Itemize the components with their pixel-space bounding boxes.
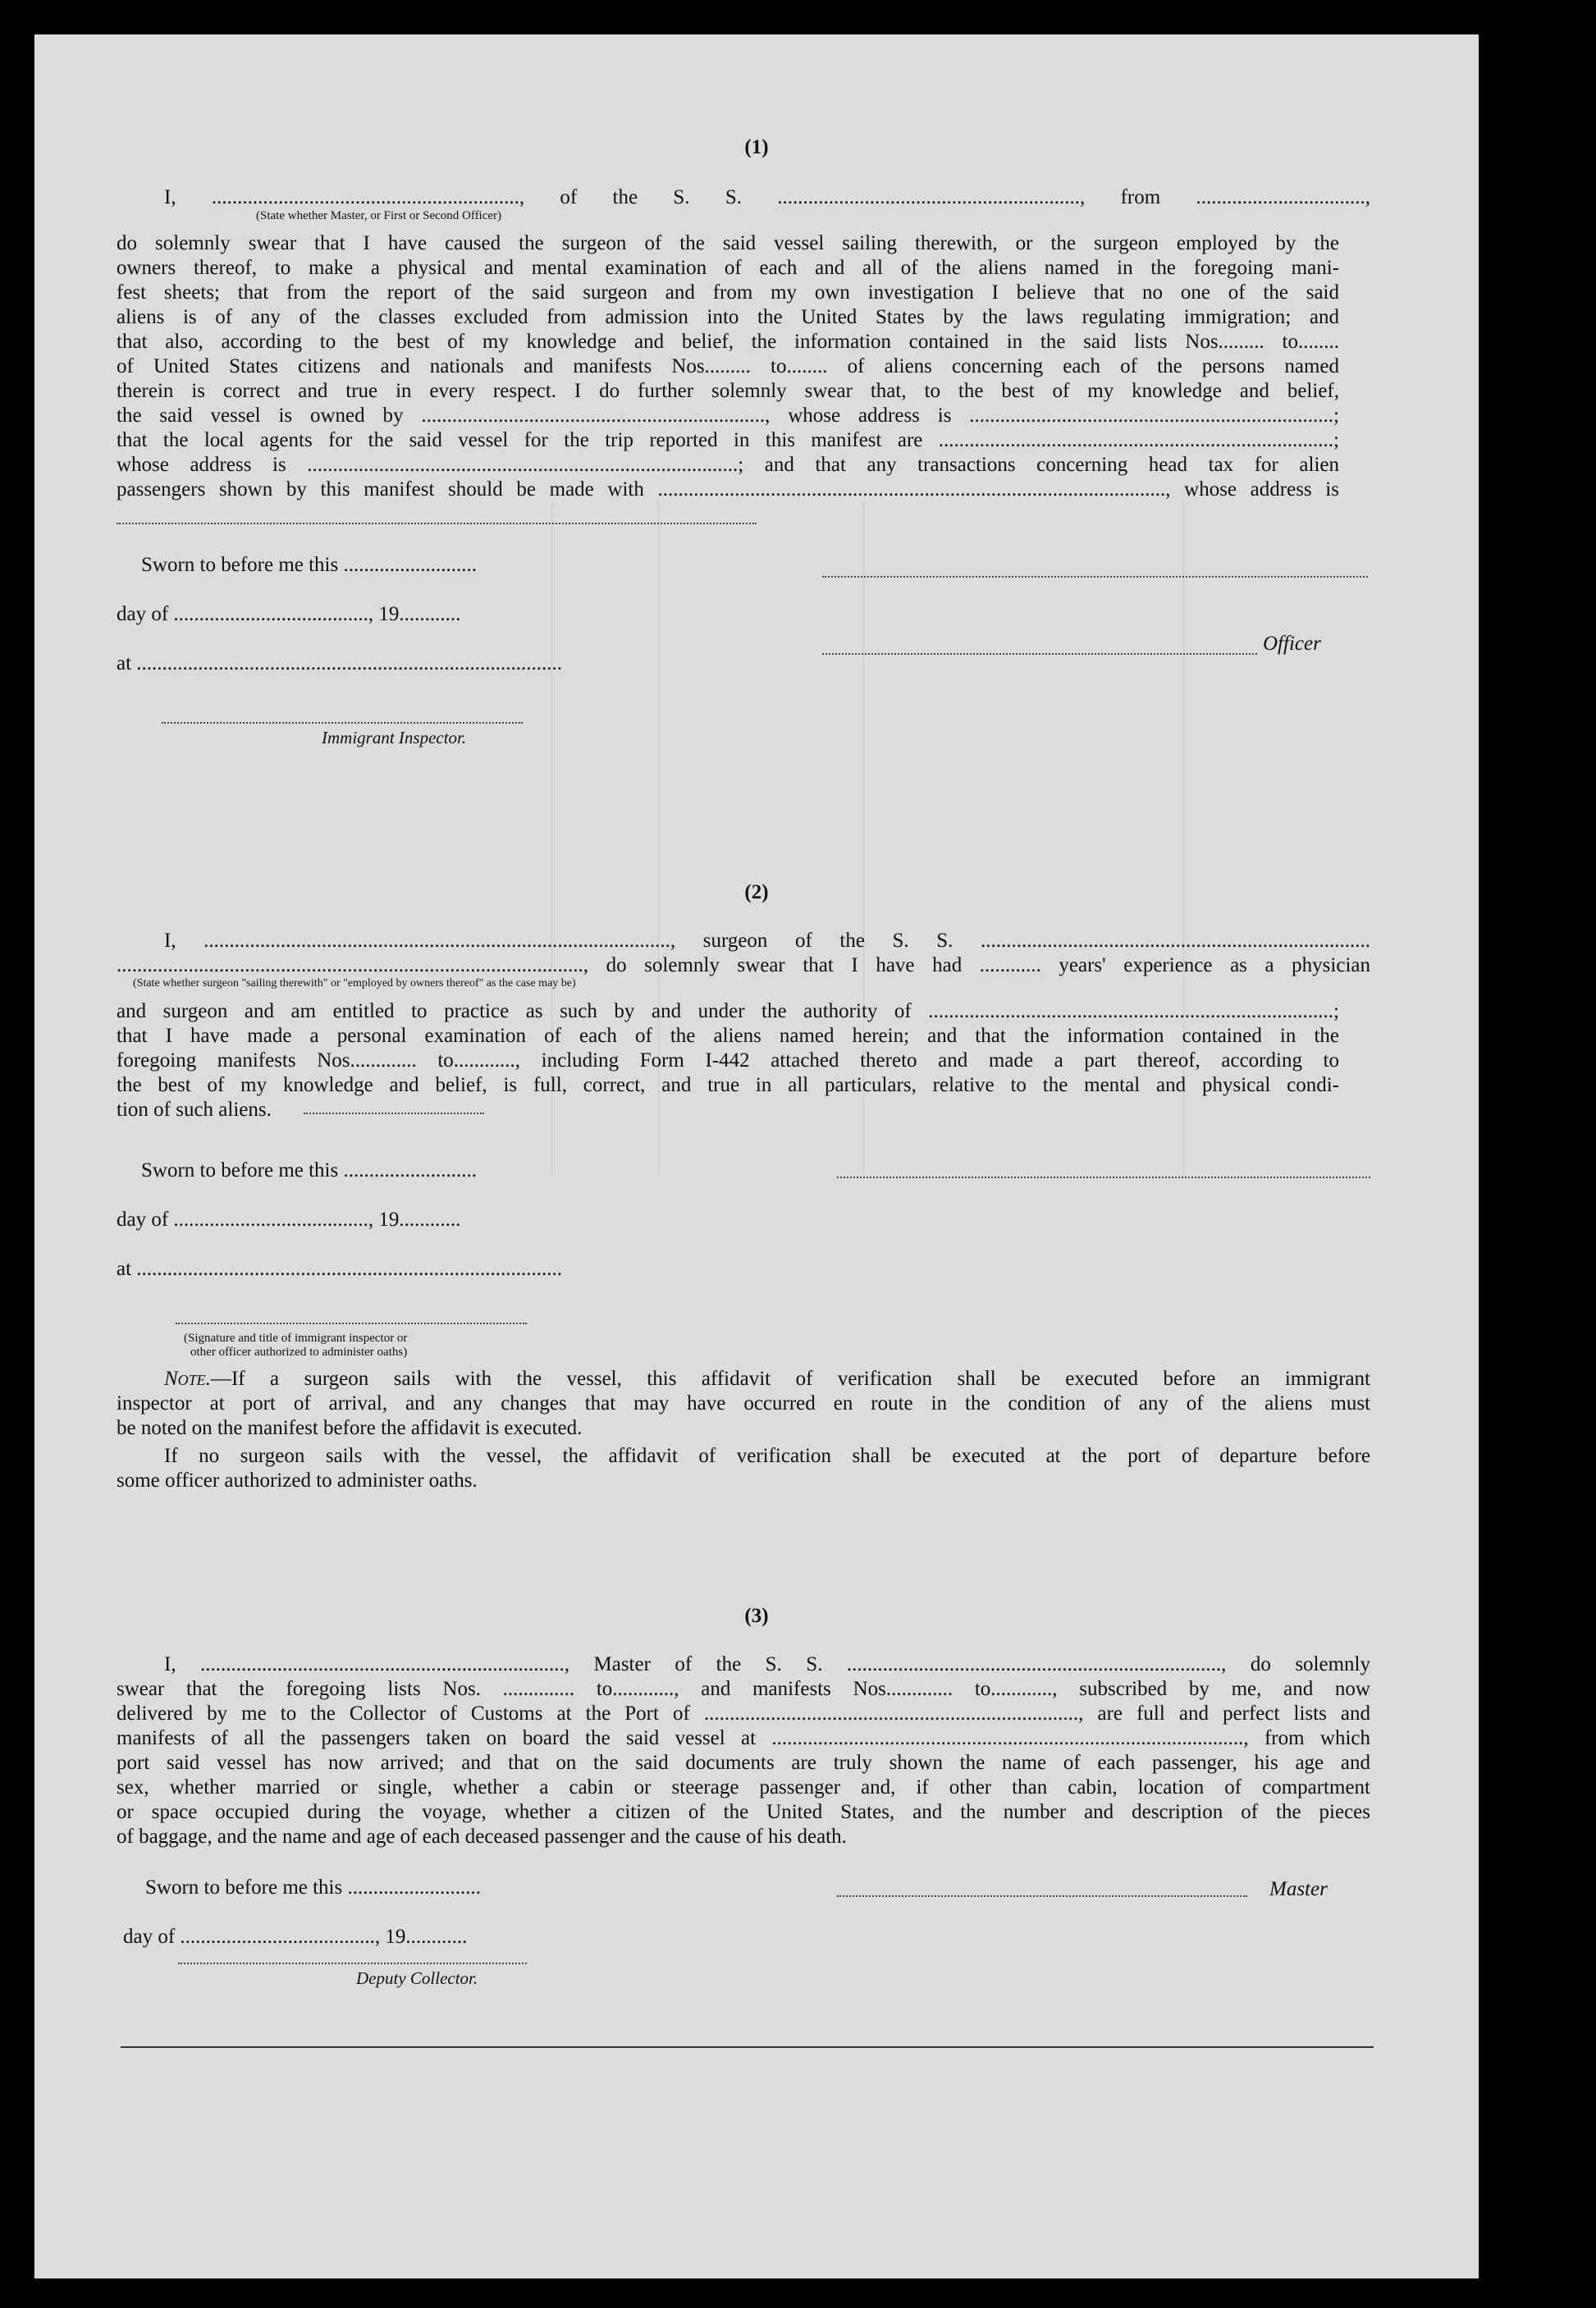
section2-heading: (2) (744, 881, 769, 903)
master-label: Master (1269, 1878, 1328, 1900)
section2-sworn: Sworn to before me this .......................... (141, 1159, 477, 1181)
section3-heading: (3) (744, 1605, 769, 1627)
dotted-fill (304, 1113, 484, 1114)
note-line: inspector at port of arrival, and any changes that may have occurred en route in the condition of any of the aliens must (117, 1392, 1370, 1415)
officer-signature-line-2 (822, 653, 1257, 655)
section1-note: (State whether Master, or First or Second Officer) (256, 209, 502, 222)
section3-signer: Deputy Collector. (356, 1968, 478, 1988)
bottom-rule (121, 2046, 1374, 2048)
section1-heading: (1) (744, 136, 769, 158)
section3-line: sex, whether married or single, whether a cabin or steerage passenger and, if other than cabin, location of compartment (117, 1776, 1370, 1798)
section1-signer: Immigrant Inspector. (322, 728, 467, 747)
section3-line: manifests of all the passengers taken on board the said vessel at ............................................................................................, from which (117, 1727, 1370, 1749)
section1-day: day of ......................................, 19............ (117, 603, 461, 625)
surgeon-signature-line (837, 1177, 1370, 1178)
section3-day: day of ......................................, 19............ (123, 1926, 468, 1948)
section2-line: the best of my knowledge and belief, is full, correct, and true in all particulars, relative to the mental and physical condi- (117, 1074, 1339, 1096)
section1-line: whose address is ....................................................................................; and that any transactions concerning head tax for alien (117, 454, 1339, 476)
section1-sworn: Sworn to before me this .......................... (141, 554, 477, 576)
inspector-signature-line (176, 1323, 527, 1324)
manifest-page (34, 34, 1479, 2278)
section2-line: foregoing manifests Nos............. to............, including Form I-442 attached thereto and made a part thereof, according to (117, 1049, 1339, 1072)
no-surgeon-line: some officer authorized to administer oaths. (117, 1469, 478, 1492)
note-line: Note.—If a surgeon sails with the vessel, this affidavit of verification shall be executed before an immigrant (164, 1368, 1370, 1390)
section1-line: the said vessel is owned by ..................................................................., whose address is .......................................................................; (117, 404, 1339, 427)
section1-line: aliens is of any of the classes excluded from admission into the United States by the laws regulating immigration; and (117, 306, 1339, 328)
section1-line: owners thereof, to make a physical and mental examination of each and all of the aliens named in the foregoing mani- (117, 257, 1339, 279)
officer-signature-line-1 (822, 576, 1368, 578)
section1-line: do solemnly swear that I have caused the surgeon of the said vessel sailing therewith, or the surgeon employed by the (117, 232, 1339, 254)
section3-line: of baggage, and the name and age of each deceased passenger and the cause of his death. (117, 1826, 847, 1848)
section2-at: at ................................................................................... (117, 1258, 563, 1280)
section2-line-b: ..........................................................................................., do solemnly swear that I have had ............ years' experience as a physician (117, 954, 1370, 976)
section2-signer-2: other officer authorized to administer oaths) (190, 1346, 408, 1359)
section3-line: delivered by me to the Collector of Customs at the Port of ........................................................................., are full and perfect lists and (117, 1702, 1370, 1725)
master-signature-line (837, 1895, 1247, 1897)
note-title: Note. (164, 1368, 211, 1390)
section2-signer-1: (Signature and title of immigrant inspector or (184, 1332, 408, 1345)
section1-line: passengers shown by this manifest should be made with ..................................................................................................., whose address is (117, 478, 1339, 500)
section1-line: therein is correct and true in every respect. I do further solemnly swear that, to the best of my knowledge and belief, (117, 380, 1339, 402)
section1-line: fest sheets; that from the report of the said surgeon and from my own investigation I believe that no one of the said (117, 281, 1339, 304)
section2-note: (State whether surgeon "sailing therewith" or "employed by owners thereof" as the case may be) (133, 977, 576, 989)
section2-line-i: I, ..........................................................................................., surgeon of the S. S. ............................................................................ (164, 930, 1370, 952)
officer-label: Officer (1263, 633, 1321, 655)
section1-line-i: I, ............................................................, of the S. S. ..........................................................., from ................................., (164, 186, 1370, 208)
inspector-signature-line (162, 722, 523, 724)
section3-sworn: Sworn to before me this .......................... (145, 1876, 481, 1899)
section1-line: that the local agents for the said vessel for the trip reported in this manifest are .............................................................................; (117, 429, 1339, 451)
section3-line: or space occupied during the voyage, whether a citizen of the United States, and the number and description of the pieces (117, 1801, 1370, 1823)
no-surgeon-line: If no surgeon sails with the vessel, the affidavit of verification shall be executed at the port of departure before (164, 1445, 1370, 1467)
section1-at: at ................................................................................... (117, 652, 563, 674)
section1-line: that also, according to the best of my knowledge and belief, the information contained in the said lists Nos......... to........ (117, 331, 1339, 353)
section3-line: port said vessel has now arrived; and that on the said documents are truly shown the name of each passenger, his age and (117, 1752, 1370, 1774)
address-line (117, 523, 757, 524)
section1-line: of United States citizens and nationals and manifests Nos......... to........ of aliens concerning each of the persons named (117, 355, 1339, 377)
section2-line: and surgeon and am entitled to practice as such by and under the authority of ...............................................................................; (117, 1000, 1339, 1022)
section2-day: day of ......................................, 19............ (117, 1209, 461, 1231)
note-line: be noted on the manifest before the affidavit is executed. (117, 1417, 583, 1439)
section3-line: swear that the foregoing lists Nos. .............. to............, and manifests Nos............. to............, subscribed by me, and now (117, 1678, 1370, 1700)
section3-line: I, ......................................................................., Master of the S. S. ........................................................................., do solemnly (164, 1653, 1370, 1675)
collector-signature-line (178, 1963, 527, 1964)
section2-line: tion of such aliens. (117, 1099, 272, 1121)
section2-line: that I have made a personal examination of each of the aliens named herein; and that the information contained in the (117, 1025, 1339, 1047)
